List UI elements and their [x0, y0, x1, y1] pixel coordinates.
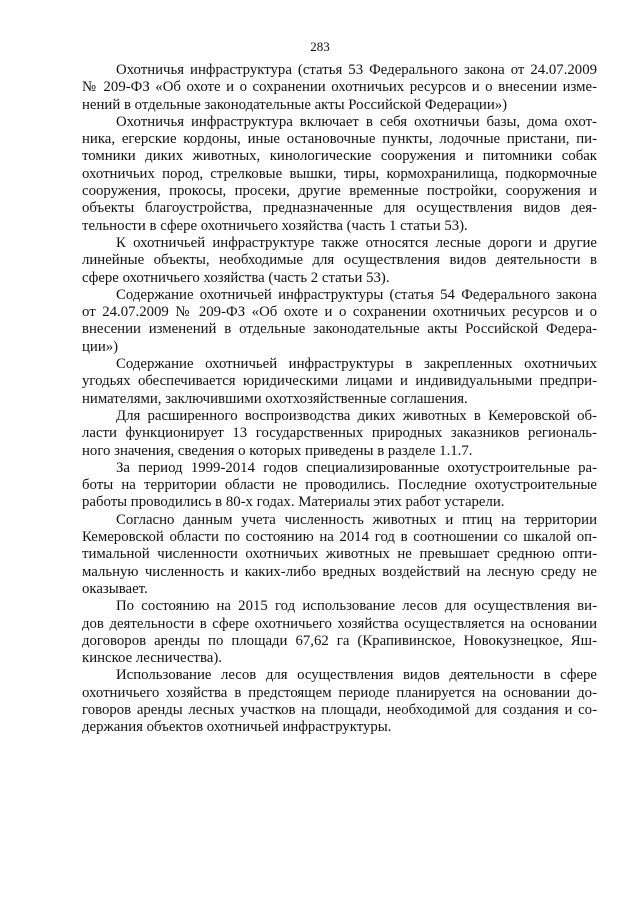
text-line: К охотничьей инфраструктуре также относятся лесные дороги и другие: [116, 234, 597, 251]
text-line: охотничьего хозяйства в предстоящем периоде планируется на основании до-: [82, 684, 597, 701]
paragraph: [82, 114, 597, 235]
text-line: нимателями, заключившими охотхозяйственные соглашения.: [82, 390, 468, 407]
paragraph: [82, 460, 597, 512]
paragraph: [82, 408, 597, 460]
paragraph: [82, 598, 597, 667]
document-body: [82, 62, 597, 737]
text-line: ции»): [82, 338, 119, 355]
text-line: томники диких животных, кинологические сооружения и питомники собак: [82, 148, 597, 165]
text-line: № 209-ФЗ «Об охоте и о сохранении охотничьих ресурсов и о внесении изме-: [82, 79, 597, 96]
text-line: работы проводились в 80-х годах. Материалы этих работ устарели.: [82, 494, 505, 511]
text-line: ласти функционирует 13 государственных природных заказников региональ-: [82, 425, 597, 442]
text-line: дов деятельности в сфере охотничьего хозяйства осуществляется на основании: [82, 615, 597, 632]
paragraph: [82, 356, 597, 408]
text-line: Согласно данным учета численность животных и птиц на территории: [116, 511, 597, 528]
paragraph: [82, 287, 597, 356]
text-line: тимальной численности охотничьих животных не превышает среднюю опти-: [82, 546, 597, 563]
text-line: Кемеровской области по состоянию на 2014 год в соотношении со шкалой оп-: [82, 529, 597, 546]
text-line: держания объектов охотничьей инфраструктуры.: [82, 719, 392, 736]
text-line: тельности в сфере охотничьего хозяйства (часть 1 статьи 53).: [82, 217, 468, 234]
text-line: сооружения, прокосы, просеки, другие временные постройки, сооружения и: [82, 183, 597, 200]
text-line: охотничьих пород, стрелковые вышки, тиры, кормохранилища, подкормочные: [82, 165, 597, 182]
text-line: Для расширенного воспроизводства диких животных в Кемеровской об-: [116, 407, 597, 424]
text-line: угодьях обеспечивается юридическими лицами и индивидуальными предпри-: [82, 373, 597, 390]
text-line: Охотничья инфраструктура включает в себя охотничьи базы, дома охот-: [116, 113, 597, 130]
paragraph: [82, 235, 597, 287]
text-line: боты на территории области не проводились. Последние охотустроительные: [82, 477, 597, 494]
text-line: нений в отдельные законодательные акты Российской Федерации»): [82, 96, 508, 113]
text-line: мальную численность и каких-либо вредных воздействий на лесную среду не: [82, 563, 597, 580]
text-line: объекты благоустройства, предназначенные для осуществления видов дея-: [82, 200, 597, 217]
text-line: оказывает.: [82, 580, 148, 597]
text-line: Использование лесов для осуществления видов деятельности в сфере: [116, 667, 597, 684]
text-line: линейные объекты, необходимые для осуществления видов деятельности в: [82, 252, 597, 269]
paragraph: [82, 62, 597, 114]
text-line: Содержание охотничьей инфраструктуры (статья 54 Федерального закона: [116, 286, 597, 303]
text-line: По состоянию на 2015 год использование лесов для осуществления ви-: [116, 598, 597, 615]
text-line: За период 1999-2014 годов специализированные охотустроительные ра-: [116, 459, 597, 476]
text-line: ника, егерские кордоны, иные остановочные пункты, лодочные пристани, пи-: [82, 131, 597, 148]
text-line: от 24.07.2009 № 209-ФЗ «Об охоте и о сохранении охотничьих ресурсов и о: [82, 304, 597, 321]
text-line: ного значения, сведения о которых приведены в разделе 1.1.7.: [82, 442, 473, 459]
page-number: 283: [310, 39, 330, 54]
text-line: Содержание охотничьей инфраструктуры в закрепленных охотничьих: [116, 356, 597, 373]
text-line: внесении изменений в отдельные законодательные акты Российской Федера-: [82, 321, 597, 338]
paragraph: [82, 667, 597, 736]
text-line: кинское лесничества).: [82, 650, 222, 667]
text-line: договоров аренды по площади 67,62 га (Крапивинское, Новокузнецкое, Яш-: [82, 632, 597, 649]
text-line: говоров аренды лесных участков на площади, необходимой для создания и со-: [82, 701, 597, 718]
paragraph: [82, 512, 597, 598]
text-line: сфере охотничьего хозяйства (часть 2 статьи 53).: [82, 269, 390, 286]
text-line: Охотничья инфраструктура (статья 53 Федерального закона от 24.07.2009: [116, 62, 597, 78]
